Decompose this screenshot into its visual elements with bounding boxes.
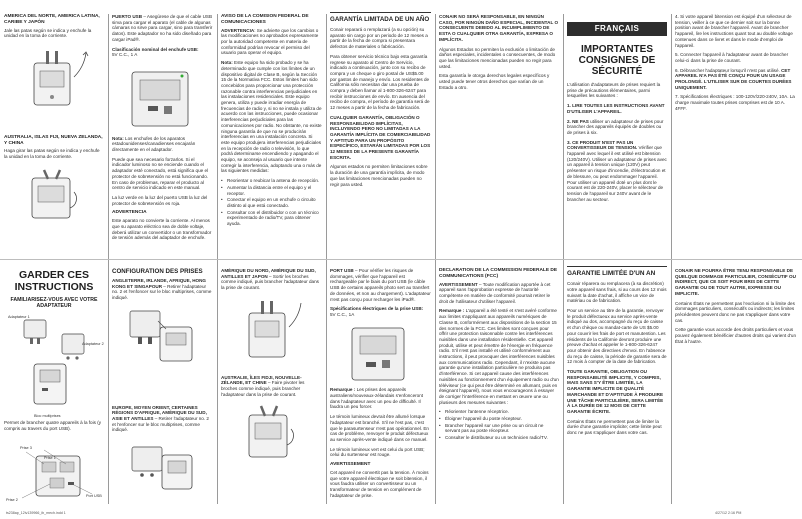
col1-top xyxy=(4,14,104,254)
adapter-illustration-rotate xyxy=(4,164,100,234)
na-config-text-fr: AMÉRIQUE DU NORD, AMÉRIQUE DU SUD, ANTILLES ET JAPON – Sortir les broches comme indiqué, puis brancher l'adaptateur dans la prise de courant. xyxy=(221,268,319,291)
col7-bottom xyxy=(675,268,797,504)
list-item: • Brancher l'appareil sur une prise ou un circuit ne servant pas au poste récepteur. xyxy=(439,423,559,434)
eu-config-text: EUROPE, MOYEN ORIENT, CERTAINES RÉGIONS D'AFRIQUE, AMÉRIQUE DU SUD, ASIE ET ANTILLES – Retirer l'adaptateur no. 2 et l'enfoncer sur le bloc multiprises, comme indiqué. xyxy=(112,404,209,433)
col4-bottom xyxy=(330,268,431,504)
col2-bottom xyxy=(112,268,213,504)
title-line-1: GARDER CES xyxy=(18,269,89,281)
remark-fr: Remarque : Les prises des appareils australiens/nouveaux-zélandais s'enfonceront dans l'adaptateur avec un peu de difficulté. Il faudra un peu forcer. xyxy=(330,387,424,410)
plug-config-title: CONFIGURATION DES PRISES xyxy=(112,268,203,275)
safety-item-6: 6. Débrancher l'adaptateur lorsqu'il n'est pas utilisé. CET APPAREIL N'A PAS ÉTÉ CONÇU POUR UN USAGE PROLONGÉ. L'UTILISER SUR DE COURTES DURÉES UNIQUEMENT. xyxy=(675,67,792,90)
warning-heading: ADVERTENCIA xyxy=(112,210,147,216)
label-prise-3: Prise 3 xyxy=(20,446,32,450)
warranty-p3-fr: Certains États ne permettent pas de limiter la durée d'une garantie implicite; cette limite peut donc ne pas s'appliquer dans votre cas. xyxy=(567,418,662,436)
fcc-measures-fr xyxy=(439,409,559,441)
warranty-p1-es: Conair reparará o remplazará (a su opción) su aparato sin cargo por un periodo de 12 meses a partir de la fecha de compra si presentara defectos de materiales o fabricación. xyxy=(330,27,428,50)
usb-light-text-fr: Le témoin lumineux vert est celui du port USB; celui du surtenseur est rouge. xyxy=(330,446,425,458)
adapter-parts-illustration xyxy=(4,312,104,412)
label-multiplug: Bloc multiprises xyxy=(34,414,61,418)
list-item: • Reorientar o reubicar la antena de recepción. xyxy=(221,178,322,184)
eu-adapter-illustration xyxy=(112,437,208,493)
indicator-text-fr: Le témoin lumineux devrait être allumé lorsque l'adaptateur est branché. S'il ne l'est pas, c'est que le parasurtenseur n'est pas opérationnel. En cas de problème, renvoyer le produit défectueux au service après-vente indiqué dans ce manuel. xyxy=(330,414,429,442)
safety-item-3: 3. CE PRODUIT N'EST PAS UN CONVERTISSEUR DE TENSION. Vérifier que l'appareil avec lequel il est utilisé est bitension (120/240V). Utiliser un adaptateur de prises avec un appareil à tension unique (120V) peut présenter un risque d'incendie, d'électrocution et de blessure, ou peut endommager l'appareil. Pour utiliser un appareil doté un plus dont le courant est de 220-240V, placer le sélecteur de tension de l'appareil sur 240V avant de le brancher au secteur. xyxy=(567,139,667,202)
label-port-usb: Port USB xyxy=(86,494,102,498)
footer-file-info: ts238ap_12iv139966_ib_mech.indd 1 xyxy=(6,511,66,515)
col6-bottom xyxy=(567,266,667,504)
usb-spec: Clasificación nominal del enchufe USB: 5V C.C., 1 A xyxy=(112,46,199,58)
heading-australia: AUSTRALIA, ISLAS FIJI, NUEVA ZELANDA, Y CHINA xyxy=(4,134,103,146)
warranty-p3-es: Algunos estados no permiten limitaciones sobre la duración de una garantía implícita, de modo que las limitaciones mencionadas pueden no regir para usted. xyxy=(330,164,428,187)
multiplug-caption: Permet de brancher quatre appareils à la fois (y compris au travers du port USB). xyxy=(4,420,102,431)
fcc-warning-es: ADVERTENCIA: Se advierte que los cambios o las modificaciones no aprobados expresamente por la autoridad competente en materia de conformidad podrían revocar el permiso del usuario para operar el equipo. xyxy=(221,27,319,56)
label-adapter-1: Adaptateur 1 xyxy=(8,315,30,319)
safety-title-fr: IMPORTANTES CONSIGNES DE SÉCURITÉ xyxy=(578,44,656,77)
fcc-measures-es xyxy=(221,178,322,227)
liability-bold-es: CONAIR NO SERÁ RESPONSABLE, EN NINGÚN CASO, POR NINGÚN DAÑO ESPECIAL, INCIDENTAL O CONSECUENTE DEBIDO AL INCUMPLIMIENTO DE ESTA O CUALQUIER OTRA GARANTÍA, EXPRESA O IMPLÍCITA. xyxy=(439,14,559,42)
adapter-illustration-usb xyxy=(112,62,208,134)
indicator-text: Puede que sea necesario forzarlos. Si el indicador luminoso no se enciende cuando el adaptador esté conectado, está significa que el protector de sobretensión no está funcionando. En caso de problemas, reparar el producto al centro de servicio indicado en este manual. xyxy=(112,156,209,191)
title-rule xyxy=(567,266,667,267)
liability-p2-es: Esta garantía le otorga derechos legales específicos y usted puede tener otros derechos que varían de un Estado a otro. xyxy=(439,73,550,90)
na-adapter-illustration-fr xyxy=(221,295,317,367)
col7-top xyxy=(675,14,797,254)
text-north-america: Jale las patas según se indica y enchufe la unidad en la toma de corriente. xyxy=(4,27,92,39)
title-line-2: INSTRUCTIONS xyxy=(14,280,94,293)
familiarize-subtitle: FAMILIARISEZ-VOUS AVEC VOTRE ADAPTATEUR xyxy=(10,297,98,310)
usb-adapter-illustration-fr xyxy=(330,322,426,386)
label-prise-2: Prise 2 xyxy=(6,498,18,502)
usb-spec-fr: Spécifications électriques de la prise USB: 5V C.C., 1A xyxy=(330,306,424,317)
usb-port-text-fr: PORT USB – Pour vérifier les risques de dommages, vérifier que l'appareil est rechargeable par le biais du port USB (le câble USB de certains appareils photo sert au transfert de données, et non au chargement). L'adaptateur n'est pas conçu pour recharger les iPad®. xyxy=(330,268,431,302)
usb-light-text: La luz verde en la luz del puerto USB la luz del protector de sobretensión es roja. xyxy=(112,194,208,206)
fcc-warning-fr: AVERTISSEMENT – Toute modification apportée à cet appareil sans l'approbation expresse de l'autorité compétente en matière de conformité pourrait retirer le droit de l'utilisateur d'utiliser l'appareil. xyxy=(439,281,551,304)
fcc-note-es: Nota: Este equipo ha sido probado y se ha determinado que cumple con los límites de un dispositivo digital de Clase B, según la Sección 15 de la Normativa FCC. Estos límites han sido concebidos para proporcionar una protección razonable contra interferencias perjudiciales en las instalaciones residenciales. Este equipo genera, utiliza y puede irradiar energía de frecuencias de radio y, si no se instala y utiliza de acuerdo con las instrucciones, puede ocasionar interferencias perjudiciales para las comunicaciones por radio. No obstante, no existe ninguna garantía de que no se producirán interferencias en una instalación concreta. Si este equipo produjera interferencias perjudiciales en la recepción de radio o televisión, lo que podrá determinarse encendiendo y apagando el equipo, se aconseja al usuario que intente corregir la interferencia, adoptando una o más de las siguientes medidas: xyxy=(221,60,322,174)
warranty-p2-es: Para obtener servicio técnico bajo esta garantía regrese su aparato al Centro de Servicio, indicado a continuación, junto con su recibo de compra y un cheque o giro postal de US$5.00 por gastos de manejo y envío. Los residentes de California sólo necesitan dar una prueba de compra y deben llamar al 1-800-326-6247 para recibir instrucciones de envío. En ausencia del recibo de compra, el período de garantía será de 12 meses a partir de la fecha de fabricación. xyxy=(330,53,430,111)
fcc-remark-fr: Remarque : L'appareil a été testé et s'est avéré conforme aux limites s'appliquant aux appareils numériques de Classe B, conformément aux dispositions de la section 15 des normes de la FCC. Ces limites sont conçues pour offrir une protection raisonnable contre les interférences nuisibles dans une installation résidentielle. Cet appareil produit, utilise et peut émettre de l'énergie en fréquence radio. S'il n'est pas installé et utilisé conformément aux instructions, il peut provoquer des interférences nuisibles aux communications radio. Cependant, il n'existe aucune garantie qu'une installation particulière ne produira pas d'interférence. Si cet appareil cause des interférences nuisibles au fonctionnement d'un équipement radio ou d'un téléviseur (ce qui peut être déterminé en allumant, puis en éteignant l'appareil), nous vous encourageons à essayer de corriger l'interférence en mettant en œuvre une ou plusieurs des mesures suivantes : xyxy=(439,308,559,405)
warranty-bold-fr: TOUTE GARANTIE, OBLIGATION OU RESPONSABILITÉ IMPLICITE, Y COMPRIS, MAIS SANS S'Y ÊTRE LIMITÉE, LA GARANTIE IMPLICITE DE QUALITÉ MARCHANDE ET D'APTITUDE À PRODUIRE UNE TÂCHE PARTICULIÈRE, SERA LIMITÉE À LA DURÉE DE 12 MOIS DE CETTE GARANTIE ÉCRITE. xyxy=(567,369,664,414)
safety-item-2: 2. NE PAS utiliser un adaptateur de prises pour brancher des appareils équipés de doubles ou de prises à six. xyxy=(567,118,664,135)
fcc-heading-fr: DÉCLARATION DE LA COMMISSION FÉDÉRALE DE COMMUNICATIONS (FCC) xyxy=(439,268,558,279)
fcc-heading-es: AVISO DE LA COMISIÓN FEDERAL DE COMUNICACIONES xyxy=(221,14,309,25)
liability-p1-es: Algunos Estados no permiten la exclusión o limitación de daños especiales, incidentales o consecuentes, de modo que las limitaciones mencionadas pueden no regir para usted. xyxy=(439,46,556,69)
col6-top xyxy=(567,82,667,254)
safety-item-5: 5. Connecter l'appareil à l'adaptateur avant de brancher celui-ci dans la prise de courant. xyxy=(675,52,789,63)
adapter-illustration-pull xyxy=(4,43,100,123)
au-adapter-illustration-fr xyxy=(221,401,317,471)
col5-bottom xyxy=(439,268,559,504)
col3-bottom xyxy=(221,268,322,504)
warranty-bold-es: CUALQUIER GARANTÍA, OBLIGACIÓN O RESPONSABILIDAD IMPLÍCITAS, INCLUYENDO PERO NO LIMITADAS A LA GARANTÍA IMPLÍCITA DE COMERCIABILIDAD Y APTITUD PARA UN PROPÓSITO ESPECÍFICO, ESTARÁN LIMITADAS POR LOS 12 MESES DE LA PRESENTE GARANTÍA ESCRITA. xyxy=(330,114,431,160)
col3-top xyxy=(221,14,322,254)
safety-intro-fr: L'utilisation d'adaptateurs de prises requiert la prise de précautions élémentaires, parmi lesquelles les suivantes : xyxy=(567,82,661,99)
list-item: • Conectar el equipo en un enchufe o circuito distinto al que está conectado. xyxy=(221,197,322,208)
heading-north-america: AMÉRICA DEL NORTE, AMÉRICA LATINA, CARIBE Y JAPÓN xyxy=(4,14,100,25)
warranty-p2-fr: Pour un service au titre de la garantie, renvoyer le produit défectueux au service après-vente indiqué au dos, accompagné du reçu de caisse et d'un chèque ou mandat-carte de US $5.00 pour couvrir les frais de port et manutention. Les résidents de la Californie devront produire une preuve d'achat et appeler le 1-800-326-6247 pour obtenir des directives d'envoi. En l'absence du reçu de caisse, la période de garantie sera de 12 mois à compter de la date de fabrication. xyxy=(567,308,667,365)
fold-line xyxy=(0,259,802,260)
text-australia: Haga girar las patas según se indica y enchufe la unidad en la toma de corriente. xyxy=(4,148,100,159)
warning-text-fr: Cet appareil ne convertit pas la tension. À moins que votre appareil électrique ne soit bitension, il vous faudra utiliser un convertisseur ou un transformateur de tension en complément de l'adaptateur de prise. xyxy=(330,469,429,498)
nota-text: Nota: Los enchufes de los aparatos estadounidenses/canadienses encajarán directamente en el adaptador. xyxy=(112,135,196,153)
liability-bold-fr: CONAIR NE POURRA ÊTRE TENU RESPONSABLE DE QUELQUE DOMMAGE PARTICULIER, CONSÉCUTIF OU INDIRECT, QUE CE SOIT POUR BRIS DE CETTE GARANTIE OU DE TOUT AUTRE, EXPRESSE OU IMPLICITE. xyxy=(675,268,796,296)
warranty-title-fr: GARANTIE LIMITÉE D'UN AN xyxy=(567,270,656,277)
warranty-title-es: GARANTÍA LIMITADA DE UN AÑO xyxy=(330,16,430,23)
col4-top xyxy=(330,12,431,254)
list-item: • Consulter le distributeur ou un technicien radio/TV. xyxy=(439,435,559,441)
au-config-text-fr: AUSTRALIE, ÎLES FIDJI, NOUVELLE-ZÉLANDE, ET CHINE – Faire pivoter les broches comme indiqué, puis brancher l'adaptateur dans la prise de courant. xyxy=(221,374,305,397)
keep-instructions-title xyxy=(4,270,104,293)
label-prise-1: Prise 1 xyxy=(44,456,56,460)
safety-item-1: 1. LIRE TOUTES LES INSTRUCTIONS AVANT D'UTILISER L'APPAREIL. xyxy=(567,103,665,114)
uk-adapter-illustration xyxy=(112,305,208,367)
warranty-p1-fr: Conair réparera ou remplacera (à sa discrétion) votre appareil sans frais, si au cours des 12 mois suivant la date d'achat, il affiche un vice de matériau ou de fabrication. xyxy=(567,281,667,304)
liability-p1-fr: Certains États ne permettent pas l'exclusion ni la limite des dommages particuliers, consécutifs ou indirects; les limites précédentes peuvent donc ne pas s'appliquer dans votre cas. xyxy=(675,300,795,323)
language-banner-french: FRANÇAIS xyxy=(567,22,667,36)
uk-config-text: ANGLETERRE, IRLANDE, AFRIQUE, HONG KONG ET SINGAPOUR – Retirer l'adaptateur no. 2 et l'enfoncer sur le bloc multiprises, comme indiqué. xyxy=(112,278,212,301)
safety-item-7: 7. Spécifications électriques : 100-120V/220-240V, 10A. La charge maximale toutes prises comprises est de 10 A. 4FFF. xyxy=(675,94,795,111)
list-item: • Aumentar la distancia entre el equipo y el receptor. xyxy=(221,185,322,196)
col5-top xyxy=(439,14,559,254)
title-rule xyxy=(330,12,431,13)
warning-text: Este aparato no convierte la corriente. Al menos que su aparato eléctrico sea de doble voltaje, deberá utilizar un convertidor o un transformador de tensión además del adaptador de enchufe. xyxy=(112,218,212,241)
warning-heading-fr: AVERTISSEMENT xyxy=(330,462,371,468)
list-item: • Éloigner l'appareil du poste récepteur. xyxy=(439,416,559,422)
label-adapter-2: Adaptateur 2 xyxy=(82,342,104,346)
safety-item-4: 4. Si votre appareil bitension est équipé d'un sélecteur de tension, veiller à ce que ce dernier soit sur la bonne position avant de brancher l'appareil. Avant de brancher l'appareil, lire les instructions quant tout au double voltage contenues dans ce livret et dans le mode d'emploi de l'appareil. xyxy=(675,14,793,48)
col2-top xyxy=(112,14,213,254)
liability-p2-fr: Cette garantie vous accorde des droits particuliers et vous pouvez également bénéficier d'autres droits qui varient d'un État à l'autre. xyxy=(675,327,797,344)
footer-timestamp: 4/27/12 2:16 PM xyxy=(715,511,742,515)
list-item: • Consultar con el distribuidor o con un técnico experimentado de radio/TV, para obtener ayuda. xyxy=(221,210,322,227)
usb-port-text: PUERTO USB – Asegúrese de que el cable USB sirva para cargar el aparato (el cable de algunas cámaras no sirve para cargar, sino para transferir datos). Este adaptador no ha sido diseñado para cargar iPad®. xyxy=(112,14,213,42)
list-item: • Réorienter l'antenne réceptrice. xyxy=(439,409,559,415)
